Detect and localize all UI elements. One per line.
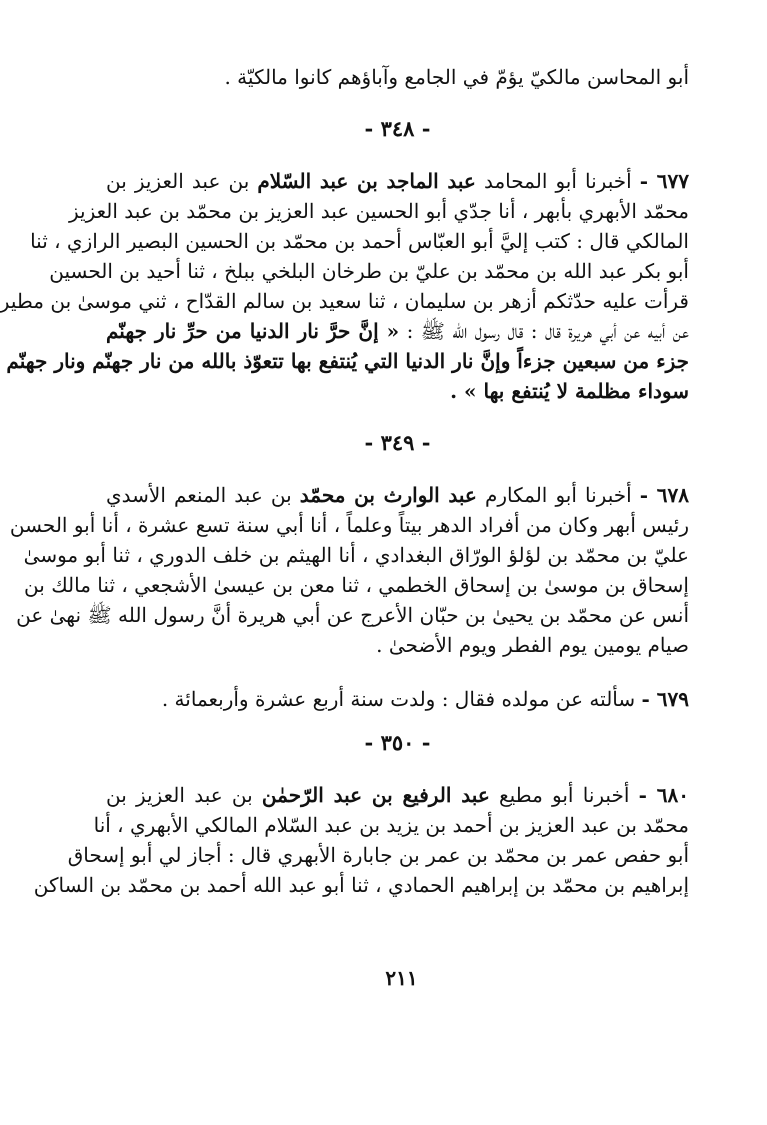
entry-677-line-6 xyxy=(106,316,689,346)
entry-678-line-2: رئيس أبهر وكان من أفراد الدهر بيتاً وعلماً ، أنا أبي سنة تسع عشرة ، أنا أبو الحسن xyxy=(9,513,689,537)
entry-text: سألته عن مولده فقال : ولدت سنة أربع عشرة وأربعمائة . xyxy=(161,687,636,711)
hadith-text: « إنَّ حرَّ نار الدنيا من حرِّ نار جهنّم xyxy=(106,319,400,343)
entry-677-line-8: سوداء مظلمة لا يُنتفع بها » . xyxy=(450,379,689,403)
narrator-name: عبد الرفيع بن عبد الرّحمٰن xyxy=(261,783,490,807)
entry-680-line-1 xyxy=(106,780,689,810)
entry-677 xyxy=(0,166,690,406)
entry-680 xyxy=(33,780,689,900)
entry-text: أخبرنا أبو المكارم xyxy=(484,483,632,507)
entry-number: ٦٧٩ - xyxy=(641,687,689,711)
document-page xyxy=(0,62,690,900)
narrator-name: عبد الماجد بن عبد السّلام xyxy=(257,169,476,193)
entry-679 xyxy=(106,684,689,714)
entry-678-line-3: عليّ بن محمّد بن لؤلؤ الورّاق البغدادي ، أنا الهيثم بن خلف الدوري ، ثنا أبو موسىٰ xyxy=(23,543,689,567)
entry-text: بن عبد العزيز بن xyxy=(106,169,250,193)
entry-677-line-7: جزء من سبعين جزءاً وإنَّ نار الدنيا التي يُنتفع بها تتعوّذ بالله من نار جهنّم ونار جهنّم xyxy=(6,349,689,373)
entry-678-line-6: صيام يومين يوم الفطر ويوم الأضحىٰ . xyxy=(376,633,689,657)
entry-text: أخبرنا أبو مطيع xyxy=(499,783,630,807)
entry-678-line-1 xyxy=(106,480,689,510)
entry-677-line-3: المالكي قال : كتب إليَّ أبو العبّاس أحمد بن محمّد بن الحسين البصير الرازي ، ثنا xyxy=(30,229,689,253)
entry-680-line-2: محمّد بن عبد العزيز بن أحمد بن يزيد بن عبد السّلام المالكي الأبهري ، أنا xyxy=(93,813,689,837)
section-heading-350: - ٣٥٠ - xyxy=(364,730,431,755)
entry-677-line-2: محمّد الأبهري بأبهر ، أنا جدّي أبو الحسين عبد العزيز بن محمّد بن عبد العزيز xyxy=(69,199,689,223)
entry-text: بن عبد العزيز بن xyxy=(106,783,253,807)
entry-680-line-4: إبراهيم بن محمّد بن إبراهيم الحمادي ، ثنا أبو عبد الله أحمد بن محمّد بن الساكن xyxy=(33,873,689,897)
section-heading-349: - ٣٤٩ - xyxy=(364,430,431,455)
entry-678 xyxy=(9,480,690,660)
entry-number: ٦٧٨ - xyxy=(639,483,690,507)
entry-678-line-4: إسحاق بن موسىٰ بن إسحاق الخطمي ، ثنا معن بن عيسىٰ الأشجعي ، ثنا مالك بن xyxy=(24,573,689,597)
entry-678-line-5: أنس عن محمّد بن يحيىٰ بن حبّان الأعرج عن أبي هريرة أنَّ رسول الله ﷺ نهىٰ عن xyxy=(16,603,689,627)
entry-number: ٦٧٧ - xyxy=(639,169,689,193)
narrator-name: عبد الوارث بن محمّد xyxy=(299,483,477,507)
entry-680-line-3: أبو حفص عمر بن محمّد بن عمر بن جابارة الأبهري قال : أجاز لي أبو إسحاق xyxy=(67,843,689,867)
page-number: ٢١١ xyxy=(385,966,418,990)
entry-text: أخبرنا أبو المحامد xyxy=(483,169,632,193)
entry-number: ٦٨٠ - xyxy=(638,783,689,807)
entry-text: عن أبيه عن أبي هريرة قال : قال رسول الله ﷺ : xyxy=(406,319,690,343)
section-heading-348: - ٣٤٨ - xyxy=(364,116,431,141)
entry-677-line-4: أبو بكر عبد الله بن محمّد بن عليّ بن طرخان البلخي ببلخ ، ثنا أحيد بن الحسين xyxy=(49,259,689,283)
entry-677-line-1 xyxy=(106,166,689,196)
intro-line: أبو المحاسن مالكيّ يؤمّ في الجامع وآباؤهم كانوا مالكيّة . xyxy=(224,65,689,89)
entry-text: بن عبد المنعم الأسدي xyxy=(106,483,292,507)
entry-677-line-5: قرأت عليه حدّثكم أزهر بن سليمان ، ثنا سعيد بن سالم القدّاح ، ثني موسىٰ بن مطير xyxy=(0,289,689,313)
